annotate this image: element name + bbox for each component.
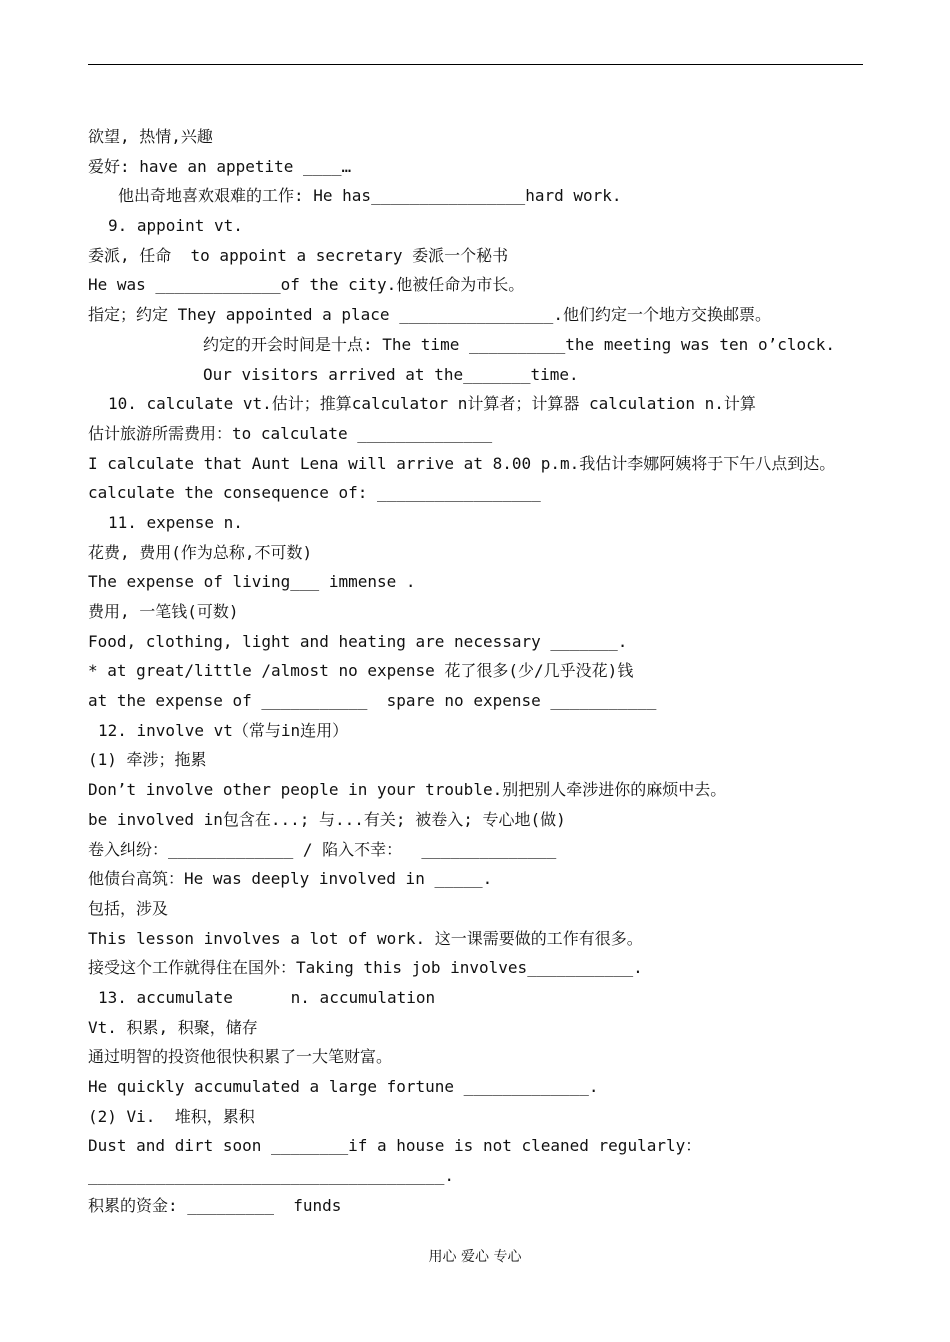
text-line: 积累的资金: _________ funds	[88, 1195, 342, 1215]
text-line: at the expense of ___________ spare no expense ___________	[88, 691, 657, 711]
text-line: 估计旅游所需费用：to calculate ______________	[88, 423, 493, 443]
page-footer: 用心 爱心 专心	[428, 1249, 522, 1265]
text-line: 包括，涉及	[88, 898, 169, 918]
text-line: 12. involve vt（常与in连用）	[98, 720, 349, 740]
text-line: 接受这个工作就得住在国外：Taking this job involves___________.	[88, 958, 643, 978]
text-line: Dust and dirt soon ________if a house is not cleaned regularly：	[88, 1136, 702, 1156]
text-line: 他债台高筑：He was deeply involved in _____.	[88, 869, 493, 889]
text-line: be involved in包含在...; 与...有关; 被卷入; 专心地(做)	[88, 809, 566, 829]
text-line: The expense of living___ immense .	[88, 572, 416, 592]
text-line: Don’t involve other people in your trouble.别把别人牵涉进你的麻烦中去。	[88, 780, 727, 800]
text-line: (2) Vi. 堆积，累积	[88, 1106, 255, 1126]
text-line: 9. appoint vt.	[108, 216, 243, 236]
text-line: 约定的开会时间是十点: The time __________the meeting was ten o’clock.	[203, 334, 836, 354]
text-line: Vt. 积累, 积聚，储存	[88, 1017, 258, 1037]
text-line: 爱好: have an appetite ____…	[88, 156, 352, 176]
text-line: 指定；约定 They appointed a place ________________.他们约定一个地方交换邮票。	[88, 305, 771, 325]
document-body	[88, 122, 888, 1220]
text-line: I calculate that Aunt Lena will arrive at 8.00 p.m.我估计李娜阿姨将于下午八点到达。	[88, 453, 836, 473]
text-line: 欲望, 热情,兴趣	[88, 127, 213, 146]
text-line: 委派, 任命 to appoint a secretary 委派一个秘书	[88, 245, 509, 265]
text-line: 10. calculate vt.估计；推算calculator n计算者；计算器 calculation n.计算	[108, 394, 756, 414]
text-line: 费用, 一笔钱(可数)	[88, 602, 239, 621]
text-line: 通过明智的投资他很快积累了一大笔财富。	[88, 1047, 393, 1067]
text-line: This lesson involves a lot of work. 这一课需要做的工作有很多。	[88, 928, 643, 948]
text-line: * at great/little /almost no expense 花了很多(少/几乎没花)钱	[88, 661, 634, 681]
text-line: 卷入纠纷：_____________ / 陷入不幸： ______________	[88, 839, 557, 859]
text-line: calculate the consequence of: _________________	[88, 483, 541, 503]
text-line: 他出奇地喜欢艰难的工作: He has________________hard work.	[118, 186, 622, 206]
text-line: Food, clothing, light and heating are necessary _______.	[88, 631, 628, 651]
text-line: 13. accumulate n. accumulation	[98, 987, 436, 1007]
text-line: 11. expense n.	[108, 512, 243, 532]
text-line: 花费, 费用(作为总称,不可数)	[88, 542, 313, 562]
text-line: He was _____________of the city.他被任命为市长。	[88, 275, 525, 295]
header-rule	[88, 64, 863, 65]
text-line: _____________________________________.	[88, 1166, 455, 1186]
text-line: He quickly accumulated a large fortune _____________.	[88, 1077, 599, 1096]
text-line: (1) 牵涉；拖累	[88, 750, 207, 770]
text-line: Our visitors arrived at the_______time.	[203, 364, 579, 384]
